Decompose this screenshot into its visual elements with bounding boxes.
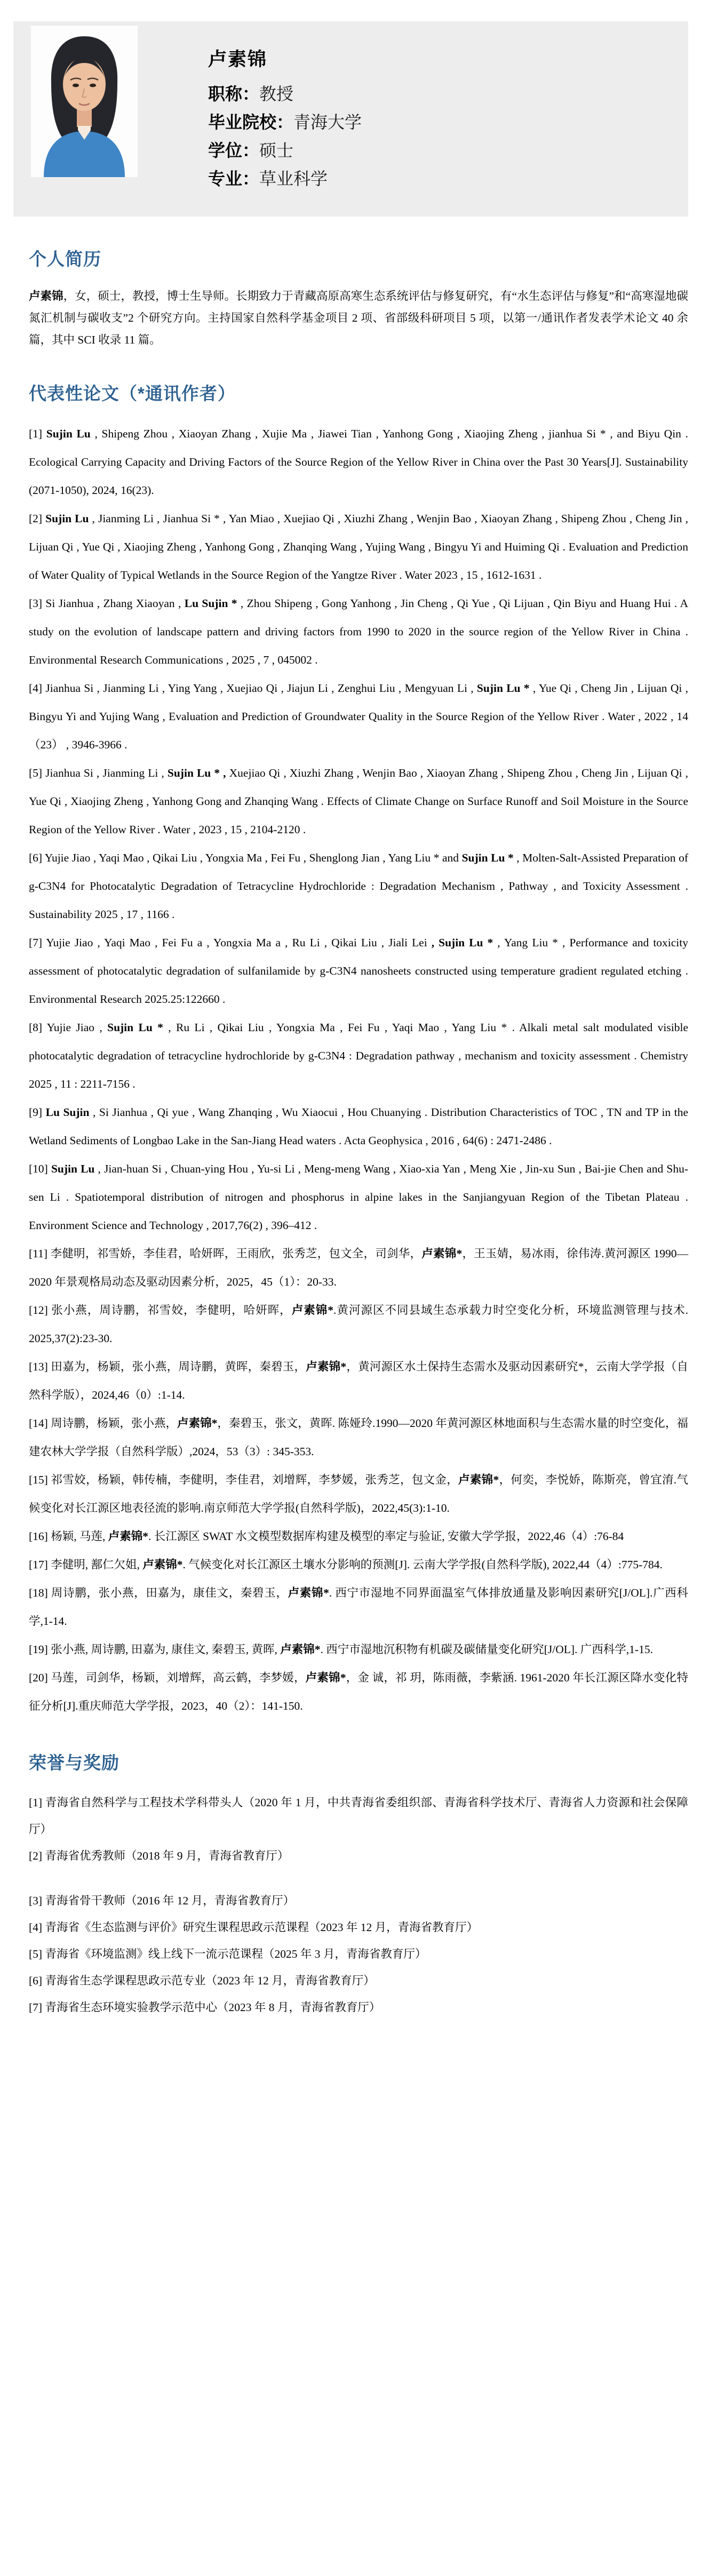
field-value: 青海大学 [293, 113, 362, 132]
publication-item: [15] 祁雪姣，杨颖，韩传楠，李健明，李佳君，刘增辉，李梦媛，张秀芝，包文金，卢素锦*，何奕，李悦娇，陈斯亮，曾宜淯.气候变化对长江源区地表径流的影响.南京师范大学学报(自然科学版)，2022,45(3):1-10. [29, 1473, 688, 1514]
portrait-photo-image [31, 26, 138, 177]
publication-item: [9] Lu Sujin , Si Jianhua , Qi yue , Wang Zhanqing , Wu Xiaocui , Hou Chuanying . Distribution Characteristics of TOC , TN and TP in the Wetland Sediments of Longbao Lake in the San-Jiang Head waters . Acta Geophysica , 2016 , 64(6) : 2471-2486 . [29, 1106, 688, 1147]
profile-field-row [208, 80, 362, 108]
honor-item: [5] 青海省《环境监测》线上线下一流示范课程（2025 年 3 月，青海省教育厅） [29, 1948, 427, 1960]
honor-item: [4] 青海省《生态监测与评价》研究生课程思政示范课程（2023 年 12 月，青海省教育厅） [29, 1921, 479, 1934]
publication-item: [7] Yujie Jiao , Yaqi Mao , Fei Fu a , Yongxia Ma a , Ru Li , Qikai Liu , Jiali Lei , Sujin Lu * , Yang Liu * , Performance and toxicity assessment of photocatalytic degradation of sulfanilamide by g-C3N4 nanosheets constructed using temperature gradient regulated etching . Environmental Research 2025.25:122660 . [29, 936, 688, 1006]
profile-field-row [208, 108, 362, 137]
publication-item: [13] 田嘉为，杨颖，张小燕，周诗鹏，黄晖，秦碧玉，卢素锦*，黄河源区水土保持生态需水及驱动因素研究*，云南大学学报（自然科学版），2024,46（0）:1-14. [29, 1360, 688, 1401]
field-value: 教授 [259, 84, 294, 103]
profile-info [208, 26, 362, 193]
publication-item: [5] Jianhua Si , Jianming Li , Sujin Lu * , Xuejiao Qi , Xiuzhi Zhang , Wenjin Bao , Xiaoyan Zhang , Shipeng Zhou , Cheng Jin , Lijuan Qi , Yue Qi , Xiaojing Zheng , Yanhong Gong and Zhanqing Wang . Effects of Climate Change on Surface Runoff and Soil Moisture in the Source Region of the Yellow River . Water , 2023 , 15 , 2104-2120 . [29, 767, 688, 836]
publication-item: [6] Yujie Jiao , Yaqi Mao , Qikai Liu , Yongxia Ma , Fei Fu , Shenglong Jian , Yang Liu * and Sujin Lu * , Molten-Salt-Assisted Preparation of g-C3N4 for Photocatalytic Degradation of Tetracycline Hydrochloride : Degradation Mechanism , Pathway , and Toxicity Assessment . Sustainability 2025 , 17 , 1166 . [29, 851, 688, 921]
bio-paragraph: 卢素锦，女，硕士，教授，博士生导师。长期致力于青藏高原高寒生态系统评估与修复研究，有“水生态评估与修复”和“高寒湿地碳氮汇机制与碳收支”2 个研究方向。主持国家自然科学基金项目 2 项、省部级科研项目 5 项，以第一/通讯作者发表学术论文 40 余篇，其中 SCI 收录 11 篇。 [29, 290, 688, 346]
profile-name: 卢素锦 [208, 49, 268, 70]
field-label: 毕业院校： [208, 113, 294, 132]
honor-item: [6] 青海省生态学课程思政示范专业（2023 年 12 月，青海省教育厅） [29, 1974, 375, 1987]
section-title-bio: 个人简历 [29, 249, 101, 269]
field-value: 草业科学 [259, 169, 328, 188]
profile-field-row [208, 137, 362, 165]
publication-item: [14] 周诗鹏，杨颖，张小燕，卢素锦*，秦碧玉，张文，黄晖. 陈娅玲.1990—2020 年黄河源区林地面积与生态需水量的时空变化，福建农林大学学报（自然科学版）,2024，53（3）: 345-353. [29, 1417, 688, 1458]
profile-field-row [208, 165, 362, 193]
publication-item: [12] 张小燕，周诗鹏，祁雪姣，李健明，哈妍晖，卢素锦*.黄河源区不同县域生态承载力时空变化分析，环境监测管理与技术. 2025,37(2):23-30. [29, 1304, 688, 1345]
publication-item: [18] 周诗鹏，张小燕，田嘉为，康佳文，秦碧玉，卢素锦*. 西宁市湿地不同界面温室气体排放通量及影响因素研究[J/OL].广西科学,1-14. [29, 1586, 688, 1628]
honor-item: [7] 青海省生态环境实验教学示范中心（2023 年 8 月，青海省教育厅） [29, 2001, 381, 2014]
honor-item: [1] 青海省自然科学与工程技术学科带头人（2020 年 1 月，中共青海省委组织部、青海省科学技术厅、青海省人力资源和社会保障厅） [29, 1796, 688, 1836]
publication-item: [1] Sujin Lu , Shipeng Zhou , Xiaoyan Zhang , Xujie Ma , Jiawei Tian , Yanhong Gong , Xiaojing Zheng , jianhua Si * , and Biyu Qin . Ecological Carrying Capacity and Driving Factors of the Source Region of the Yellow River in China over the Past 30 Years[J]. Sustainability (2071-1050), 2024, 16(23). [29, 427, 688, 497]
publication-item: [8] Yujie Jiao , Sujin Lu * , Ru Li , Qikai Liu , Yongxia Ma , Fei Fu , Yaqi Mao , Yang Liu * . Alkali metal salt modulated visible photocatalytic degradation of tetracycline hydrochloride by g-C3N4 : Degradation pathway , mechanism and toxicity assessment . Chemistry 2025 , 11 : 2211-7156 . [29, 1021, 688, 1090]
profile-fields [208, 80, 362, 193]
field-label: 专业： [208, 169, 260, 188]
honor-item: [2] 青海省优秀教师（2018 年 9 月，青海省教育厅） [29, 1849, 289, 1862]
profile-card [13, 21, 688, 217]
publication-item: [11] 李健明，祁雪娇，李佳君，哈妍晖，王雨欣，张秀芝，包文全，司剑华，卢素锦*，王玉婧，易冰雨，徐伟涛.黄河源区 1990—2020 年景观格局动态及驱动因素分析，2025，45（1）：20-33. [29, 1247, 688, 1288]
honor-item: [3] 青海省骨干教师（2016 年 12 月，青海省教育厅） [29, 1894, 295, 1907]
profile-photo [31, 26, 138, 177]
section-title-honors: 荣誉与奖励 [29, 1753, 120, 1773]
publication-item: [3] Si Jianhua , Zhang Xiaoyan , Lu Sujin * , Zhou Shipeng , Gong Yanhong , Jin Cheng , Qi Yue , Qi Lijuan , Qin Biyu and Huang Hui . A study on the evolution of landscape pattern and driving factors from 1990 to 2020 in the source region of the Yellow River in China . Environmental Research Communications , 2025 , 7 , 045002 . [29, 597, 688, 666]
field-value: 硕士 [259, 141, 294, 160]
publication-item: [20] 马莲，司剑华，杨颖，刘增辉，高云鹤，李梦媛，卢素锦*，金 诚，祁 玥，陈雨薇，李紫涵. 1961-2020 年长江源区降水变化特征分析[J].重庆师范大学学报，2023，40（2）：141-150. [29, 1671, 688, 1712]
faculty-profile-page [0, 21, 717, 2058]
field-label: 学位： [208, 141, 260, 160]
publication-item: [19] 张小燕, 周诗鹏, 田嘉为, 康佳文, 秦碧玉, 黄晖, 卢素锦*. 西宁市湿地沉积物有机碳及碳储量变化研究[J/OL]. 广西科学,1-15. [29, 1643, 653, 1656]
publication-list [29, 420, 688, 1720]
section-title-publications: 代表性论文（*通讯作者） [29, 384, 236, 403]
publication-item: [4] Jianhua Si , Jianming Li , Ying Yang , Xuejiao Qi , Jiajun Li , Zenghui Liu , Mengyuan Li , Sujin Lu * , Yue Qi , Cheng Jin , Lijuan Qi , Bingyu Yi and Yujing Wang , Evaluation and Prediction of Groundwater Quality in the Source Region of the Yellow River . Water , 2022 , 14 （23） , 3946-3966 . [29, 682, 688, 751]
honor-list [29, 1789, 688, 2021]
publication-item: [2] Sujin Lu , Jianming Li , Jianhua Si * , Yan Miao , Xuejiao Qi , Xiuzhi Zhang , Wenjin Bao , Xiaoyan Zhang , Shipeng Zhou , Cheng Jin , Lijuan Qi , Yue Qi , Xiaojing Zheng , Yanhong Gong , Zhanqing Wang , Yujing Wang , Bingyu Yi and Huiming Qi . Evaluation and Prediction of Water Quality of Typical Wetlands in the Source Region of the Yangtze River . Water 2023 , 15 , 1612-1631 . [29, 512, 688, 581]
publication-item: [16] 杨颖, 马莲, 卢素锦*. 长江源区 SWAT 水文模型数据库构建及模型的率定与验证, 安徽大学学报，2022,46（4）:76-84 [29, 1530, 624, 1543]
field-label: 职称： [208, 84, 260, 103]
publication-item: [17] 李健明, 鄯仁欠姐, 卢素锦*. 气候变化对长江源区土壤水分影响的预测[J]. 云南大学学报(自然科学版), 2022,44（4）:775-784. [29, 1558, 663, 1571]
publication-item: [10] Sujin Lu , Jian-huan Si , Chuan-ying Hou , Yu-si Li , Meng-meng Wang , Xiao-xia Yan , Meng Xie , Jin-xu Sun , Bai-jie Chen and Shu-sen Li . Spatiotemporal distribution of nitrogen and phosphorus in alpine lakes in the Sanjiangyuan Region of the Tibetan Plateau . Environment Science and Technology , 2017,76(2) , 396–412 . [29, 1162, 688, 1232]
